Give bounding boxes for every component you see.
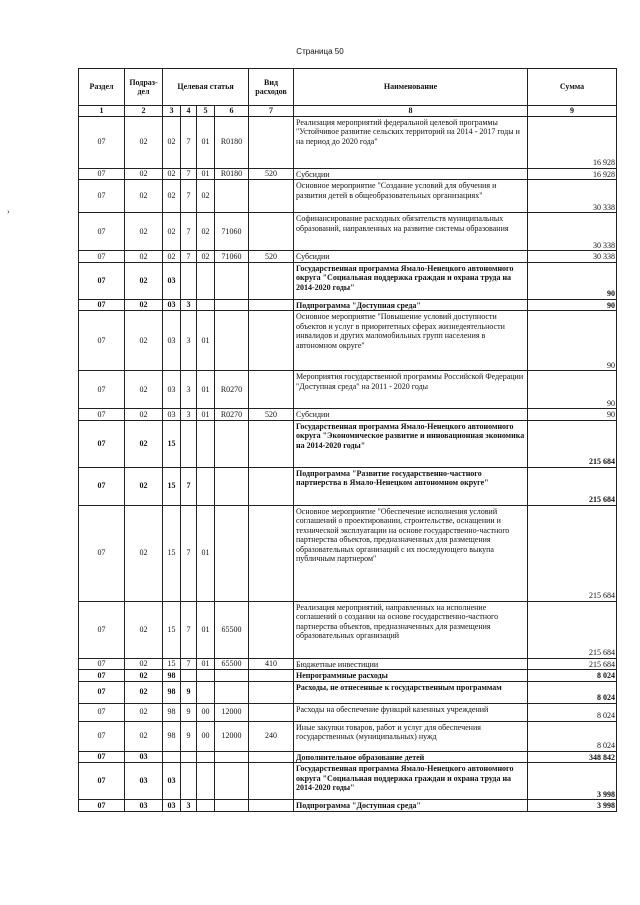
- vid-cell: [249, 311, 294, 371]
- sum-cell: 215 684: [528, 658, 617, 670]
- direction-cell: [215, 299, 249, 311]
- name-cell: Бюджетные инвестиции: [294, 658, 528, 670]
- name-cell: Государственная программа Ямало-Ненецкого автономного округа "Социальная поддержка граждан и охрана труда на 2014-2020 годы": [294, 262, 528, 299]
- vid-cell: [249, 262, 294, 299]
- sum-cell: 30 338: [528, 180, 617, 213]
- podrazdel-cell: 02: [125, 180, 163, 213]
- program-cell: 02: [163, 116, 181, 168]
- subprogram-cell: 7: [181, 213, 197, 251]
- subprogram-cell: 7: [181, 601, 197, 658]
- name-cell: Расходы, не отнесенные к государственным программам: [294, 681, 528, 703]
- name-cell: Основное мероприятие "Обеспечение исполнения условий соглашений о проектировании, строительстве, оснащении и технической эксплуатации на основе государственно-частного партнерства объектов, предназначенных для размещения образовательных организаций с их последующего выкупа публичным партнером": [294, 505, 528, 601]
- subprogram-cell: 9: [181, 721, 197, 751]
- sum-cell: 8 024: [528, 721, 617, 751]
- column-number: 9: [528, 106, 617, 117]
- razdel-cell: 07: [79, 262, 125, 299]
- program-cell: 02: [163, 168, 181, 180]
- program-cell: 03: [163, 800, 181, 812]
- table-row: [79, 681, 617, 703]
- event-cell: 00: [197, 703, 215, 721]
- sum-cell: 215 684: [528, 505, 617, 601]
- subprogram-cell: 3: [181, 409, 197, 421]
- column-number: 8: [294, 106, 528, 117]
- razdel-cell: 07: [79, 721, 125, 751]
- column-number: 6: [215, 106, 249, 117]
- vid-cell: 240: [249, 721, 294, 751]
- vid-cell: [249, 213, 294, 251]
- header-podrazdel: Подраз-дел: [125, 69, 163, 106]
- page-number: Страница 50: [296, 47, 344, 56]
- sum-cell: 8 024: [528, 703, 617, 721]
- razdel-cell: 07: [79, 251, 125, 263]
- margin-mark: ›: [7, 207, 10, 216]
- table-row: [79, 213, 617, 251]
- vid-cell: [249, 467, 294, 505]
- program-cell: 98: [163, 670, 181, 682]
- name-cell: Субсидии: [294, 251, 528, 263]
- podrazdel-cell: 02: [125, 311, 163, 371]
- name-cell: Основное мероприятие "Повышение условий доступности объектов и услуг в приоритетных сферах жизнедеятельности инвалидов и других маломобильных групп населения в автономном округе": [294, 311, 528, 371]
- podrazdel-cell: 02: [125, 721, 163, 751]
- event-cell: [197, 800, 215, 812]
- subprogram-cell: 7: [181, 116, 197, 168]
- program-cell: 02: [163, 251, 181, 263]
- table-row: [79, 505, 617, 601]
- event-cell: 01: [197, 409, 215, 421]
- vid-cell: [249, 180, 294, 213]
- sum-cell: 3 998: [528, 763, 617, 800]
- sum-cell: 90: [528, 311, 617, 371]
- razdel-cell: 07: [79, 703, 125, 721]
- name-cell: Подпрограмма "Доступная среда": [294, 299, 528, 311]
- vid-cell: [249, 800, 294, 812]
- vid-cell: [249, 670, 294, 682]
- column-number-row: [79, 106, 617, 117]
- direction-cell: [215, 180, 249, 213]
- podrazdel-cell: 02: [125, 371, 163, 409]
- subprogram-cell: 3: [181, 299, 197, 311]
- razdel-cell: 07: [79, 751, 125, 763]
- table-row: [79, 420, 617, 467]
- subprogram-cell: 3: [181, 371, 197, 409]
- table-row: [79, 751, 617, 763]
- subprogram-cell: 3: [181, 311, 197, 371]
- vid-cell: [249, 763, 294, 800]
- direction-cell: 65500: [215, 658, 249, 670]
- event-cell: 02: [197, 180, 215, 213]
- podrazdel-cell: 02: [125, 670, 163, 682]
- razdel-cell: 07: [79, 467, 125, 505]
- podrazdel-cell: 02: [125, 299, 163, 311]
- subprogram-cell: [181, 763, 197, 800]
- razdel-cell: 07: [79, 800, 125, 812]
- vid-cell: [249, 116, 294, 168]
- column-number: 1: [79, 106, 125, 117]
- sum-cell: 215 684: [528, 467, 617, 505]
- vid-cell: [249, 681, 294, 703]
- name-cell: Подпрограмма "Доступная среда": [294, 800, 528, 812]
- subprogram-cell: 3: [181, 800, 197, 812]
- vid-cell: 520: [249, 409, 294, 421]
- podrazdel-cell: 02: [125, 467, 163, 505]
- name-cell: Реализация мероприятий, направленных на исполнение соглашений о создании на основе государственно-частного партнерства объектов, предназначенных для размещения образовательных организаций: [294, 601, 528, 658]
- direction-cell: [215, 467, 249, 505]
- name-cell: Дополнительное образование детей: [294, 751, 528, 763]
- program-cell: 02: [163, 180, 181, 213]
- direction-cell: R0270: [215, 371, 249, 409]
- column-number: 3: [163, 106, 181, 117]
- subprogram-cell: 9: [181, 703, 197, 721]
- name-cell: Непрограммные расходы: [294, 670, 528, 682]
- sum-cell: 348 842: [528, 751, 617, 763]
- header-razdel: Раздел: [79, 69, 125, 106]
- vid-cell: [249, 420, 294, 467]
- table-row: [79, 251, 617, 263]
- event-cell: [197, 420, 215, 467]
- direction-cell: 65500: [215, 601, 249, 658]
- program-cell: [163, 751, 181, 763]
- vid-cell: [249, 505, 294, 601]
- column-number: 2: [125, 106, 163, 117]
- podrazdel-cell: 03: [125, 751, 163, 763]
- direction-cell: 12000: [215, 721, 249, 751]
- column-number: 7: [249, 106, 294, 117]
- subprogram-cell: 7: [181, 180, 197, 213]
- sum-cell: 30 338: [528, 251, 617, 263]
- podrazdel-cell: 03: [125, 800, 163, 812]
- event-cell: 01: [197, 601, 215, 658]
- program-cell: 02: [163, 213, 181, 251]
- program-cell: 03: [163, 409, 181, 421]
- podrazdel-cell: 02: [125, 168, 163, 180]
- sum-cell: 215 684: [528, 420, 617, 467]
- podrazdel-cell: 02: [125, 251, 163, 263]
- razdel-cell: 07: [79, 409, 125, 421]
- event-cell: 02: [197, 251, 215, 263]
- header-name: Наименование: [294, 69, 528, 106]
- direction-cell: [215, 670, 249, 682]
- event-cell: [197, 670, 215, 682]
- podrazdel-cell: 02: [125, 213, 163, 251]
- direction-cell: [215, 763, 249, 800]
- podrazdel-cell: 02: [125, 703, 163, 721]
- header-celevaya: Целевая статья: [163, 69, 249, 106]
- direction-cell: [215, 262, 249, 299]
- razdel-cell: 07: [79, 180, 125, 213]
- event-cell: [197, 262, 215, 299]
- razdel-cell: 07: [79, 116, 125, 168]
- direction-cell: [215, 311, 249, 371]
- event-cell: 01: [197, 505, 215, 601]
- name-cell: Софинансирование расходных обязательств муниципальных образований, направленных на развитие системы образования: [294, 213, 528, 251]
- table-row: [79, 299, 617, 311]
- name-cell: Государственная программа Ямало-Ненецкого автономного округа "Социальная поддержка граждан и охрана труда на 2014-2020 годы": [294, 763, 528, 800]
- direction-cell: R0180: [215, 168, 249, 180]
- program-cell: 03: [163, 262, 181, 299]
- razdel-cell: 07: [79, 371, 125, 409]
- razdel-cell: 07: [79, 299, 125, 311]
- table-row: [79, 670, 617, 682]
- podrazdel-cell: 02: [125, 116, 163, 168]
- subprogram-cell: 7: [181, 467, 197, 505]
- program-cell: 03: [163, 311, 181, 371]
- program-cell: 98: [163, 721, 181, 751]
- table-row: [79, 658, 617, 670]
- name-cell: Основное мероприятие "Создание условий для обучения и развития детей в общеобразовательных организациях": [294, 180, 528, 213]
- table-row: [79, 800, 617, 812]
- razdel-cell: 07: [79, 670, 125, 682]
- table-row: [79, 467, 617, 505]
- name-cell: Мероприятия государственной программы Российской Федерации "Доступная среда" на 2011 - 2020 годы: [294, 371, 528, 409]
- razdel-cell: 07: [79, 168, 125, 180]
- column-number: 4: [181, 106, 197, 117]
- sum-cell: 215 684: [528, 601, 617, 658]
- subprogram-cell: 9: [181, 681, 197, 703]
- event-cell: [197, 751, 215, 763]
- subprogram-cell: 7: [181, 251, 197, 263]
- vid-cell: 520: [249, 251, 294, 263]
- sum-cell: 8 024: [528, 670, 617, 682]
- table-row: [79, 116, 617, 168]
- table-row: [79, 601, 617, 658]
- vid-cell: [249, 703, 294, 721]
- direction-cell: R0270: [215, 409, 249, 421]
- name-cell: Субсидии: [294, 409, 528, 421]
- direction-cell: [215, 420, 249, 467]
- razdel-cell: 07: [79, 311, 125, 371]
- program-cell: 98: [163, 703, 181, 721]
- program-cell: 15: [163, 601, 181, 658]
- program-cell: 98: [163, 681, 181, 703]
- vid-cell: [249, 751, 294, 763]
- event-cell: [197, 299, 215, 311]
- name-cell: Расходы на обеспечение функций казенных учреждений: [294, 703, 528, 721]
- program-cell: 15: [163, 420, 181, 467]
- subprogram-cell: [181, 420, 197, 467]
- razdel-cell: 07: [79, 420, 125, 467]
- program-cell: 15: [163, 505, 181, 601]
- event-cell: [197, 763, 215, 800]
- sum-cell: 90: [528, 409, 617, 421]
- name-cell: Государственная программа Ямало-Ненецкого автономного округа "Экономическое развитие и инновационная экономика на 2014-2020 годы": [294, 420, 528, 467]
- table-row: [79, 763, 617, 800]
- event-cell: 02: [197, 213, 215, 251]
- name-cell: Подпрограмма "Развитие государственно-частного партнерства в Ямало-Ненецком автономном округе": [294, 467, 528, 505]
- direction-cell: [215, 505, 249, 601]
- table-row: [79, 721, 617, 751]
- podrazdel-cell: 02: [125, 601, 163, 658]
- table-row: [79, 180, 617, 213]
- column-number: 5: [197, 106, 215, 117]
- name-cell: Иные закупки товаров, работ и услуг для обеспечения государственных (муниципальных) нужд: [294, 721, 528, 751]
- table-row: [79, 168, 617, 180]
- sum-cell: 16 928: [528, 168, 617, 180]
- subprogram-cell: [181, 751, 197, 763]
- event-cell: 01: [197, 311, 215, 371]
- event-cell: 01: [197, 168, 215, 180]
- vid-cell: [249, 299, 294, 311]
- razdel-cell: 07: [79, 213, 125, 251]
- program-cell: 03: [163, 299, 181, 311]
- podrazdel-cell: 03: [125, 763, 163, 800]
- event-cell: [197, 467, 215, 505]
- sum-cell: 90: [528, 262, 617, 299]
- sum-cell: 30 338: [528, 213, 617, 251]
- header-row: [79, 69, 617, 106]
- sum-cell: 90: [528, 371, 617, 409]
- subprogram-cell: [181, 262, 197, 299]
- event-cell: 01: [197, 658, 215, 670]
- vid-cell: [249, 371, 294, 409]
- table-row: [79, 262, 617, 299]
- direction-cell: R0180: [215, 116, 249, 168]
- sum-cell: 8 024: [528, 681, 617, 703]
- direction-cell: 12000: [215, 703, 249, 721]
- podrazdel-cell: 02: [125, 420, 163, 467]
- subprogram-cell: 7: [181, 168, 197, 180]
- budget-table: [78, 68, 617, 812]
- header-sum: Сумма: [528, 69, 617, 106]
- program-cell: 15: [163, 658, 181, 670]
- direction-cell: [215, 681, 249, 703]
- podrazdel-cell: 02: [125, 409, 163, 421]
- vid-cell: 410: [249, 658, 294, 670]
- razdel-cell: 07: [79, 505, 125, 601]
- vid-cell: 520: [249, 168, 294, 180]
- razdel-cell: 07: [79, 601, 125, 658]
- name-cell: Реализация мероприятий федеральной целевой программы "Устойчивое развитие сельских территорий на 2014 - 2017 годы и на период до 2020 года": [294, 116, 528, 168]
- table-row: [79, 371, 617, 409]
- vid-cell: [249, 601, 294, 658]
- subprogram-cell: [181, 670, 197, 682]
- sum-cell: 16 928: [528, 116, 617, 168]
- event-cell: 00: [197, 721, 215, 751]
- event-cell: 01: [197, 371, 215, 409]
- direction-cell: 71060: [215, 251, 249, 263]
- program-cell: 03: [163, 371, 181, 409]
- subprogram-cell: 7: [181, 505, 197, 601]
- direction-cell: [215, 751, 249, 763]
- program-cell: 15: [163, 467, 181, 505]
- podrazdel-cell: 02: [125, 262, 163, 299]
- header-vid: Вид расходов: [249, 69, 294, 106]
- table-row: [79, 409, 617, 421]
- table-row: [79, 311, 617, 371]
- event-cell: [197, 681, 215, 703]
- podrazdel-cell: 02: [125, 681, 163, 703]
- podrazdel-cell: 02: [125, 658, 163, 670]
- subprogram-cell: 7: [181, 658, 197, 670]
- razdel-cell: 07: [79, 763, 125, 800]
- sum-cell: 90: [528, 299, 617, 311]
- table-row: [79, 703, 617, 721]
- program-cell: 03: [163, 763, 181, 800]
- name-cell: Субсидии: [294, 168, 528, 180]
- sum-cell: 3 998: [528, 800, 617, 812]
- direction-cell: [215, 800, 249, 812]
- razdel-cell: 07: [79, 658, 125, 670]
- event-cell: 01: [197, 116, 215, 168]
- podrazdel-cell: 02: [125, 505, 163, 601]
- razdel-cell: 07: [79, 681, 125, 703]
- direction-cell: 71060: [215, 213, 249, 251]
